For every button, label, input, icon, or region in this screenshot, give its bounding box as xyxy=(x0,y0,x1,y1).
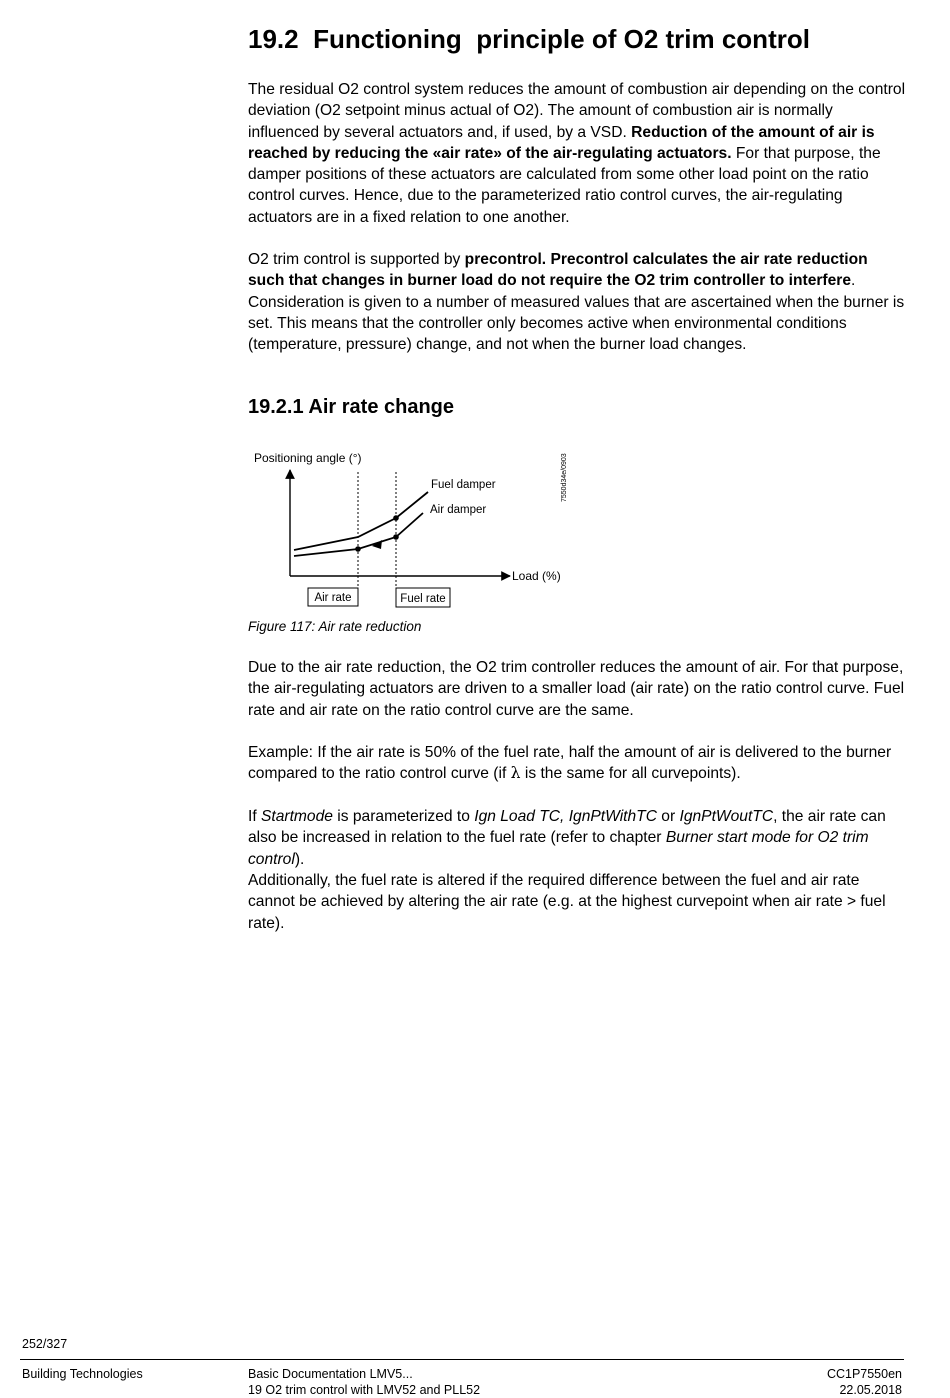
paragraph-text: . Consideration is given to a number of measured values that are ascertained when the burner is set. This means that the controller only becomes active when environmental conditions (temperature, pressure) change, and not when the burner load changes. xyxy=(248,272,905,354)
fuel-rate-box-label: Fuel rate xyxy=(400,593,446,605)
paragraph-air-reduction: Due to the air rate reduction, the O2 trim controller reduces the amount of air. For that purpose, the air-regulating actuators are driven to a smaller load (air rate) on the ratio control curve. Fuel rate and air rate on the ratio control curve are the same. xyxy=(248,659,905,719)
paragraph-intro xyxy=(248,79,908,228)
footer-doc-title: Basic Documentation LMV5... xyxy=(248,1367,413,1381)
subsection-heading: 19.2.1 Air rate change xyxy=(248,396,455,418)
footer-company: Building Technologies xyxy=(22,1367,143,1381)
paragraph-precontrol xyxy=(248,249,908,355)
page-number: 252/327 xyxy=(22,1337,68,1351)
paragraph-text: ). xyxy=(294,850,305,868)
fuel-damper-curve xyxy=(294,492,428,550)
fuel-rate-point-fuel xyxy=(393,515,399,521)
x-axis-label: Load (%) xyxy=(512,569,561,583)
paragraph-text: , the air rate can also be increased in relation to the fuel rate (refer to chapter xyxy=(248,808,886,847)
figure-caption: Figure 117: Air rate reduction xyxy=(248,619,422,634)
footer-doc-id: CC1P7550en xyxy=(826,1367,902,1381)
chapter-reference: Burner start mode for O2 trim control xyxy=(248,829,869,868)
footer-doc-info xyxy=(248,1366,480,1398)
paragraph-bold-text: precontrol. Precontrol calculates the air rate reduction such that changes in burner load do not require the O2 trim controller to interfere xyxy=(248,251,868,290)
paragraph-text: O2 trim control is supported by xyxy=(248,251,465,268)
y-axis-label: Positioning angle (°) xyxy=(254,451,362,465)
section-title: Functioning principle of O2 trim control xyxy=(313,24,810,54)
paragraph-bold-text: Reduction of the amount of air is reached by reducing the «air rate» of the air-regulating actuators. xyxy=(248,123,875,162)
parameter-name: Startmode xyxy=(261,808,333,825)
footer-chapter: 19 O2 trim control with LMV52 and PLL52 xyxy=(248,1383,481,1397)
paragraph-startmode xyxy=(248,806,908,870)
paragraph-text: or xyxy=(656,808,680,825)
figure-id: 7550d34e/0903 xyxy=(561,453,568,502)
lambda-symbol: λ xyxy=(510,764,521,783)
paragraph-text: is the same for all curvepoints). xyxy=(520,765,741,783)
footer-divider xyxy=(20,1359,904,1360)
section-number: 19.2 xyxy=(248,24,299,54)
fuel-rate-point-air xyxy=(393,534,399,540)
paragraph-text: If xyxy=(248,808,261,825)
paragraph-example xyxy=(248,742,908,785)
paragraph-text: For that purpose, the damper positions of these actuators are calculated from some other load point on the ratio control curves. Hence, due to the parameterized ratio control curves, the air-regulating actuators are in a fixed relation to one another. xyxy=(248,144,881,226)
fuel-damper-label: Fuel damper xyxy=(431,479,496,491)
air-rate-point xyxy=(355,546,361,552)
air-damper-label: Air damper xyxy=(430,504,487,516)
paragraph-text: is parameterized to xyxy=(332,808,475,825)
parameter-value: IgnPtWoutTC xyxy=(679,808,774,825)
footer-date: 22.05.2018 xyxy=(839,1383,902,1397)
paragraph-fuel-rate: Additionally, the fuel rate is altered if the required difference between the fuel and air rate cannot be achieved by altering the air rate (e.g. at the highest curvepoint when air rate > fuel rate). xyxy=(248,872,886,932)
air-rate-diagram xyxy=(248,440,588,615)
paragraph-text: Example: If the air rate is 50% of the fuel rate, half the amount of air is delivered to the burner compared to the ratio control curve (if xyxy=(248,744,892,783)
parameter-value: Ign Load TC, IgnPtWithTC xyxy=(474,808,657,825)
section-heading xyxy=(248,24,810,55)
air-rate-box-label: Air rate xyxy=(314,592,352,604)
footer-doc-meta xyxy=(827,1366,902,1398)
paragraph-text: The residual O2 control system reduces the amount of combustion air depending on the control deviation (O2 setpoint minus actual of O2). The amount of combustion air is normally influenced by several actuators and, if used, by a VSD. xyxy=(248,81,906,141)
